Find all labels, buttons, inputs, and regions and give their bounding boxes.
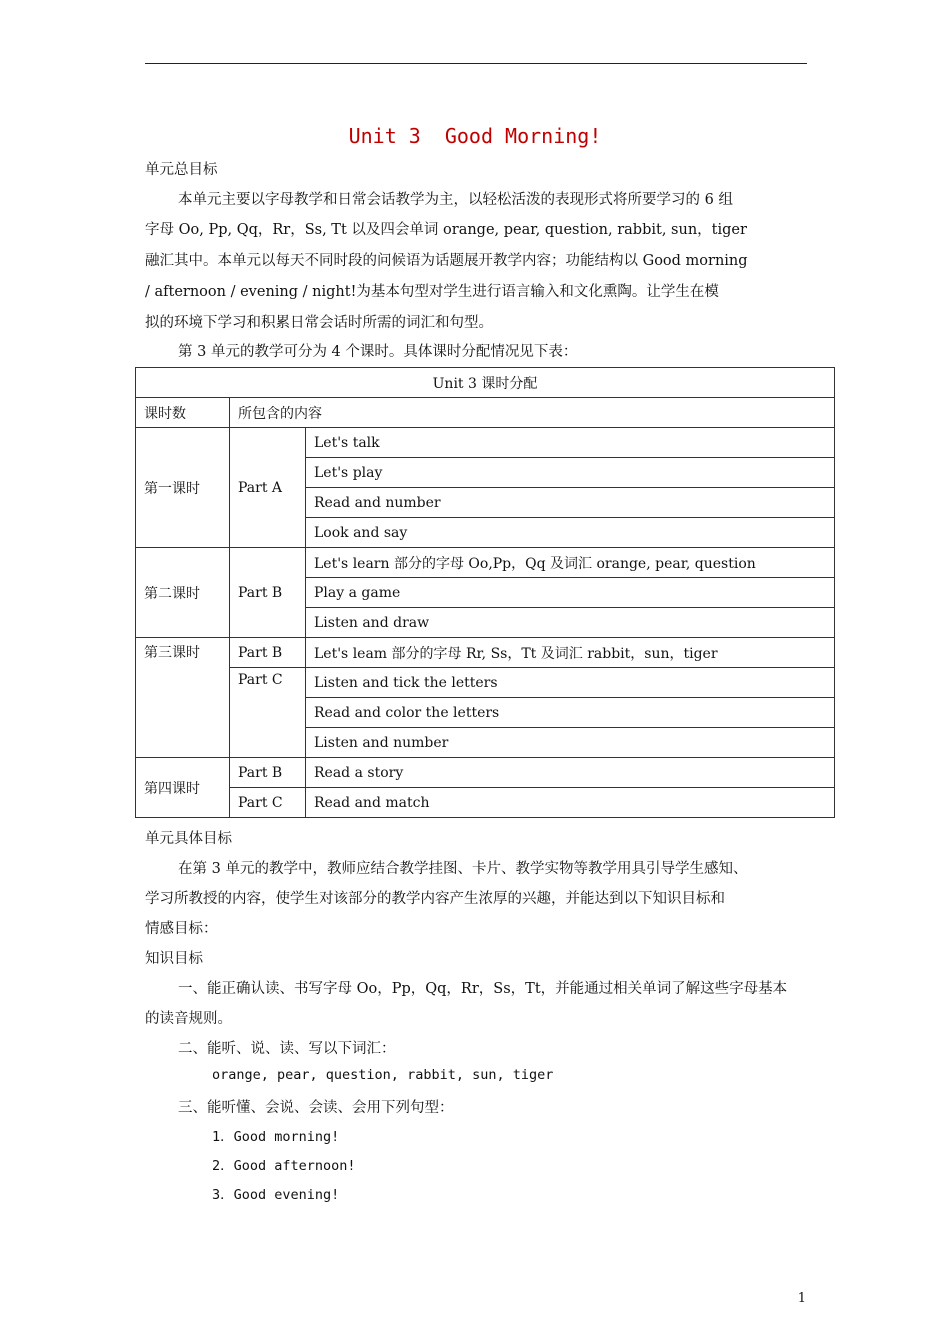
table-row — [136, 758, 835, 788]
content-cell: Listen and draw — [306, 608, 835, 638]
header-content: 所包含的内容 — [230, 398, 835, 428]
lesson-cell: 第四课时 — [136, 758, 230, 818]
sentence-3: 3．Good evening! — [212, 1187, 340, 1203]
table-caption-row — [136, 368, 835, 398]
goal-line-5: 三、能听懂、会说、会读、会用下列句型： — [178, 1100, 454, 1116]
lesson-cell: 第二课时 — [136, 548, 230, 638]
content-cell: Play a game — [306, 578, 835, 608]
table-row — [136, 548, 835, 578]
page-number: 1 — [797, 1291, 806, 1306]
intro-line-5: 拟的环境下学习和积累日常会话时所需的词汇和句型。 — [145, 315, 493, 331]
part-cell: Part C — [230, 788, 306, 818]
unit-number: Unit 3 — [348, 124, 421, 148]
specific-line-3: 情感目标： — [145, 921, 218, 937]
part-cell: Part A — [230, 428, 306, 548]
content-cell: Listen and tick the letters — [306, 668, 835, 698]
sentence-2: 2．Good afternoon! — [212, 1158, 356, 1174]
intro-line-2: 字母 Oo, Pp, Qq，Rr，Ss, Tt 以及四会单词 orange, pear, question, rabbit, sun，tiger — [145, 222, 747, 238]
vocabulary-list: orange, pear, question, rabbit, sun, tiger — [212, 1067, 554, 1083]
specific-goal-heading: 单元具体目标 — [145, 831, 232, 847]
content-cell: Read a story — [306, 758, 835, 788]
content-cell: Let's learn 部分的字母 Oo,Pp，Qq 及词汇 orange, pear, question — [306, 548, 835, 578]
part-cell: Part B — [230, 548, 306, 638]
content-cell: Listen and number — [306, 728, 835, 758]
intro-line-1: 本单元主要以字母教学和日常会话教学为主，以轻松活泼的表现形式将所要学习的 6 组 — [178, 192, 733, 208]
part-cell: Part B — [230, 638, 306, 668]
table-row — [136, 668, 835, 698]
part-cell: Part B — [230, 758, 306, 788]
intro-line-4: / afternoon / evening / night!为基本句型对学生进行语言输入和文化熏陶。让学生在模 — [145, 284, 719, 300]
specific-line-2: 学习所教授的内容，使学生对该部分的教学内容产生浓厚的兴趣，并能达到以下知识目标和 — [145, 891, 725, 907]
lesson-cell: 第一课时 — [136, 428, 230, 548]
part-cell: Part C — [230, 668, 306, 758]
content-cell: Let's talk — [306, 428, 835, 458]
table-header-row — [136, 398, 835, 428]
table-row — [136, 428, 835, 458]
content-cell: Read and number — [306, 488, 835, 518]
goal-line-2: 的读音规则。 — [145, 1011, 232, 1027]
knowledge-heading: 知识目标 — [145, 951, 203, 967]
header-rule — [145, 63, 807, 64]
content-cell: Read and color the letters — [306, 698, 835, 728]
content-cell: Look and say — [306, 518, 835, 548]
header-lesson: 课时数 — [136, 398, 230, 428]
sentence-1: 1．Good morning! — [212, 1129, 340, 1145]
goal-line-3: 二、能听、说、读、写以下词汇： — [178, 1041, 396, 1057]
lesson-schedule-table — [135, 367, 835, 818]
content-cell: Read and match — [306, 788, 835, 818]
table-row — [136, 788, 835, 818]
table-caption: Unit 3 课时分配 — [136, 368, 835, 398]
intro-line-3: 融汇其中。本单元以每天不同时段的问候语为话题展开教学内容；功能结构以 Good morning — [145, 253, 748, 269]
overall-goal-heading: 单元总目标 — [145, 162, 218, 178]
unit-name: Good Morning! — [444, 124, 602, 148]
table-row — [136, 638, 835, 668]
goal-line-1: 一、能正确认读、书写字母 Oo，Pp，Qq，Rr，Ss，Tt，并能通过相关单词了解这些字母基本 — [178, 981, 788, 997]
content-cell: Let's play — [306, 458, 835, 488]
specific-line-1: 在第 3 单元的教学中，教师应结合教学挂图、卡片、教学实物等教学用具引导学生感知、 — [178, 861, 748, 877]
lesson-cell: 第三课时 — [136, 638, 230, 758]
page-title — [0, 124, 950, 148]
content-cell: Let's leam 部分的字母 Rr, Ss，Tt 及词汇 rabbit，sun，tiger — [306, 638, 835, 668]
intro-line-6: 第 3 单元的教学可分为 4 个课时。具体课时分配情况见下表： — [178, 344, 578, 360]
